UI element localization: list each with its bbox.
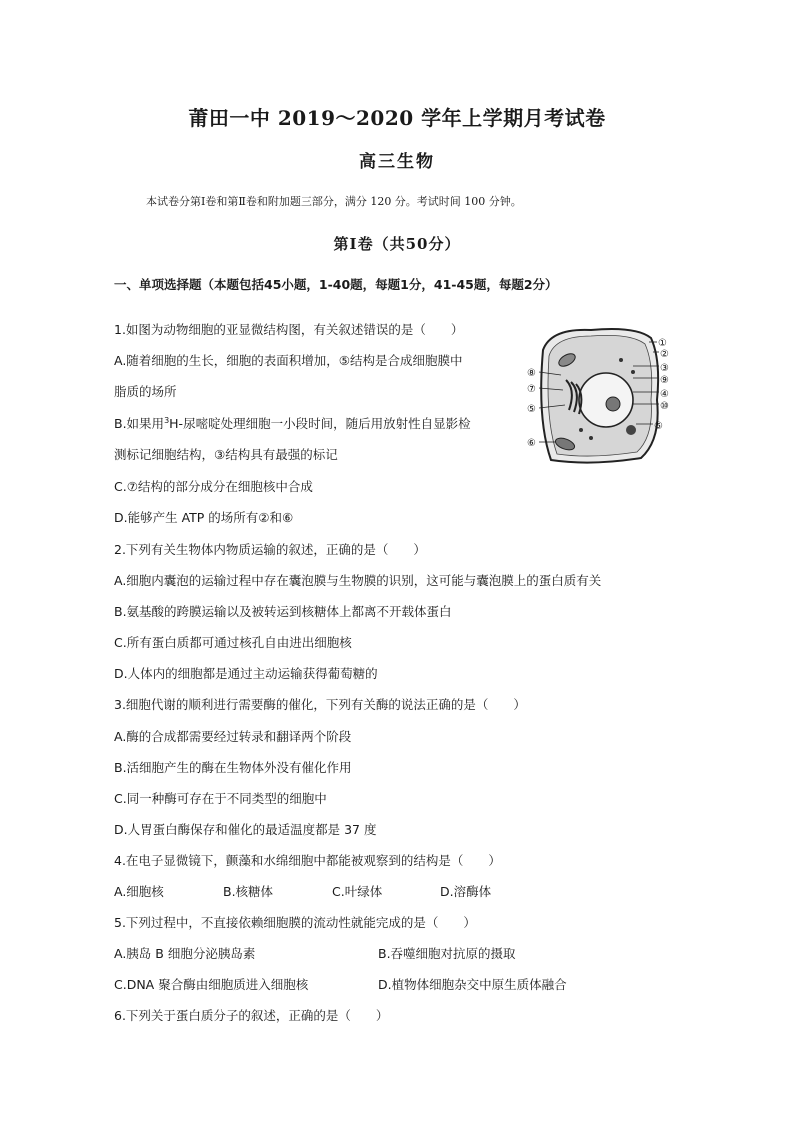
figure-label-6: ⑥	[527, 438, 536, 449]
figure-label-9: ⑨	[660, 375, 669, 386]
q3-option-a: A.酶的合成都需要经过转录和翻译两个阶段	[114, 729, 352, 744]
q4-option-d: D.溶酶体	[440, 884, 492, 899]
q4-stem: 4.在电子显微镜下，颤藻和水绵细胞中都能被观察到的结构是（ ）	[114, 853, 501, 868]
figure-label-3: ③	[660, 363, 669, 374]
q5-option-b: B.吞噬细胞对抗原的摄取	[378, 946, 516, 961]
q2-stem: 2.下列有关生物体内物质运输的叙述，正确的是（ ）	[114, 542, 426, 557]
q2-option-b: B.氨基酸的跨膜运输以及被转运到核糖体上都离不开载体蛋白	[114, 604, 452, 619]
figure-label-5-right: ⑤	[654, 421, 663, 432]
q1-option-b-line1	[114, 414, 471, 432]
q3-option-b: B.活细胞产生的酶在生物体外没有催化作用	[114, 760, 352, 775]
figure-label-8: ⑧	[527, 368, 536, 379]
q1-b-superscript: 3	[164, 415, 170, 425]
q3-option-c: C.同一种酶可存在于不同类型的细胞中	[114, 791, 327, 806]
animal-cell-diagram	[521, 320, 681, 470]
figure-label-2: ②	[660, 349, 669, 360]
figure-label-4: ④	[660, 389, 669, 400]
q4-option-b: B.核糖体	[223, 884, 274, 899]
q1-b-suffix: H-尿嘧啶处理细胞一小段时间，随后用放射性自显影检	[169, 416, 471, 431]
q1-option-c: C.⑦结构的部分成分在细胞核中合成	[114, 479, 313, 494]
q3-option-d: D.人胃蛋白酶保存和催化的最适温度都是 37 度	[114, 822, 377, 837]
q4-option-c: C.叶绿体	[332, 884, 383, 899]
q5-option-d: D.植物体细胞杂交中原生质体融合	[378, 977, 567, 992]
q5-option-a: A.胰岛 B 细胞分泌胰岛素	[114, 946, 256, 961]
figure-label-10: ⑩	[660, 401, 669, 412]
q1-b-prefix: B.如果用	[114, 416, 165, 431]
figure-label-1: ①	[658, 338, 667, 349]
q5-options-row-2	[114, 975, 674, 993]
q5-options-row-1	[114, 944, 674, 962]
section-title: 一、单项选择题（本题包括45小题，1-40题，每题1分，41-45题，每题2分）	[114, 277, 558, 292]
q4-option-a: A.细胞核	[114, 884, 164, 899]
q1-stem: 1.如图为动物细胞的亚显微结构图，有关叙述错误的是（ ）	[114, 322, 464, 337]
q2-option-d: D.人体内的细胞都是通过主动运输获得葡萄糖的	[114, 666, 378, 681]
q2-option-a: A.细胞内囊泡的运输过程中存在囊泡膜与生物膜的识别，这可能与囊泡膜上的蛋白质有关	[114, 573, 602, 588]
part-one-title: 第Ⅰ卷（共50分）	[333, 235, 461, 253]
subject-title: 高三生物	[359, 152, 435, 172]
figure-label-7: ⑦	[527, 384, 536, 395]
q2-option-c: C.所有蛋白质都可通过核孔自由进出细胞核	[114, 635, 352, 650]
q1-option-b-line2: 测标记细胞结构，③结构具有最强的标记	[114, 447, 338, 462]
exam-instructions: 本试卷分第Ⅰ卷和第Ⅱ卷和附加题三部分，满分 120 分。考试时间 100 分钟。	[146, 195, 522, 208]
q5-option-c: C.DNA 聚合酶由细胞质进入细胞核	[114, 977, 309, 992]
figure-label-5-left: ⑤	[527, 404, 536, 415]
page-title: 莆田一中 2019～2020 学年上学期月考试卷	[188, 106, 606, 130]
q1-option-d: D.能够产生 ATP 的场所有②和⑥	[114, 510, 294, 525]
q3-stem: 3.细胞代谢的顺利进行需要酶的催化，下列有关酶的说法正确的是（ ）	[114, 697, 526, 712]
q1-option-a-line2: 脂质的场所	[114, 384, 177, 399]
q5-stem: 5.下列过程中，不直接依赖细胞膜的流动性就能完成的是（ ）	[114, 915, 476, 930]
q1-option-a-line1: A.随着细胞的生长，细胞的表面积增加，⑤结构是合成细胞膜中	[114, 353, 463, 368]
q4-options-row	[114, 882, 674, 900]
q6-stem: 6.下列关于蛋白质分子的叙述，正确的是（ ）	[114, 1008, 389, 1023]
